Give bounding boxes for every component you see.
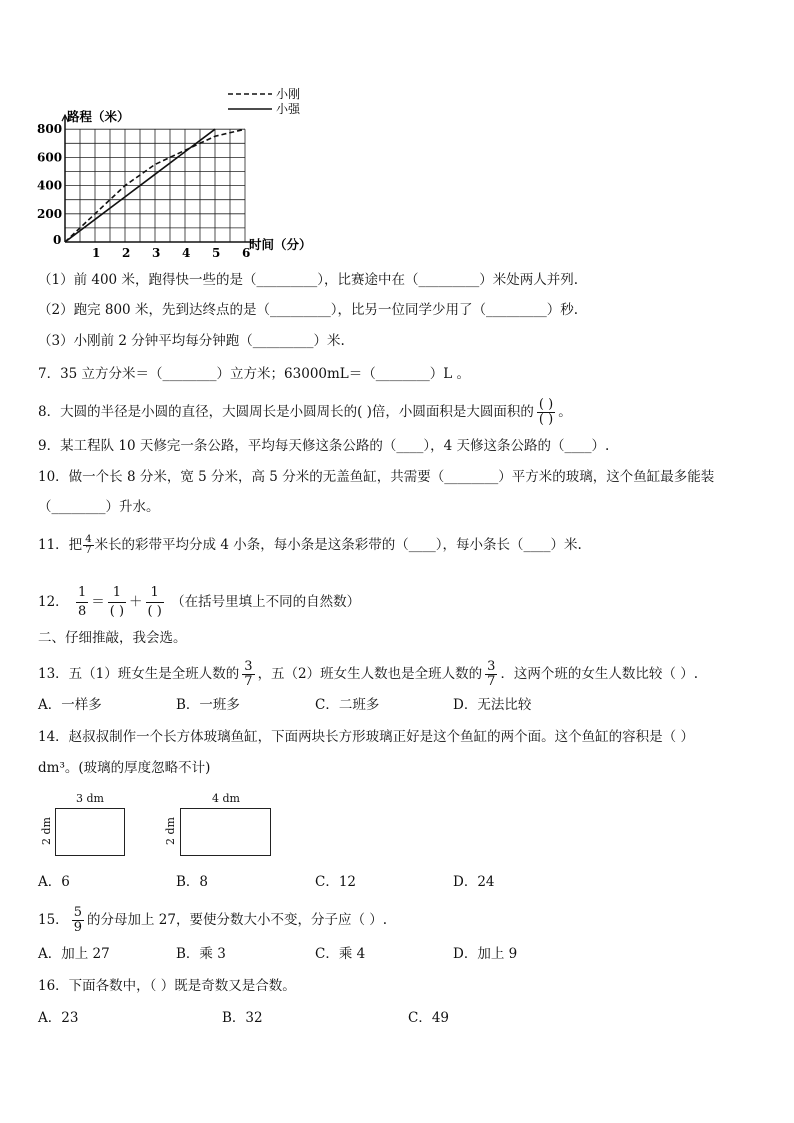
question-9: 9．某工程队 10 天修完一条公路，平均每天修这条公路的（____），4 天修这条公路的（____）. [38, 438, 610, 454]
question-6-3: （3）小刚前 2 分钟平均每分钟跑（_________）米. [38, 333, 345, 349]
rect1-side-label: 2 dm [40, 817, 53, 845]
rect2-top-label: 4 dm [212, 792, 240, 805]
question-10-line2: （________）升水。 [38, 499, 160, 515]
option-b[interactable]: B．一班多 [176, 697, 240, 713]
fraction: $\frac{( )}{( )}$ [538, 397, 554, 427]
x-tick-label: 5 [212, 246, 221, 260]
x-tick-label: 6 [242, 246, 251, 260]
fraction: $\frac{3}{7}$ [487, 659, 496, 689]
distance-time-chart [30, 85, 330, 260]
question-11: 11．把 $\frac{4}{7}$ 米长的彩带平均分成 4 小条，每小条是这条彩带的（____），每小条长（____）米. [38, 534, 582, 556]
question-10-line1: 10．做一个长 8 分米，宽 5 分米，高 5 分米的无盖鱼缸，共需要（________）平方米的玻璃，这个鱼缸最多能装 [38, 469, 715, 485]
option-b[interactable]: B．乘 3 [176, 946, 226, 962]
fraction: $\frac{5}{9}$ [73, 905, 82, 935]
y-tick-label: 800 [37, 122, 63, 137]
question-6-1: （1）前 400 米，跑得快一些的是（_________），比赛途中在（_________）米处两人并列. [38, 272, 578, 288]
rectangle-3x2 [55, 808, 125, 856]
fraction: $\frac{1}{8}$ [77, 585, 87, 619]
fraction: $\frac{4}{7}$ [85, 534, 92, 556]
option-a[interactable]: A．23 [38, 1010, 79, 1026]
option-a[interactable]: A．加上 27 [38, 946, 110, 962]
y-tick-label: 400 [37, 178, 63, 193]
legend-label: 小强 [276, 102, 301, 116]
rect2-side-label: 2 dm [164, 817, 177, 845]
option-d[interactable]: D．无法比较 [453, 697, 532, 713]
rect1-top-label: 3 dm [76, 792, 104, 805]
question-12: 12． $\frac{1}{8}$ ＝ $\frac{1}{( )}$ ＋ $\frac{1}{( )}$ （在括号里填上不同的自然数） [38, 585, 361, 619]
fraction: $\frac{1}{( )}$ [147, 585, 162, 619]
y-tick-label: 600 [37, 150, 63, 165]
option-d[interactable]: D．24 [453, 874, 495, 890]
option-a[interactable]: A．6 [38, 874, 70, 890]
y-tick-label: 200 [37, 206, 63, 221]
question-15: 15． $\frac{5}{9}$ 的分母加上 27，要使分数大小不变，分子应（ ）. [38, 905, 388, 935]
option-c[interactable]: C．12 [315, 874, 357, 890]
fraction: $\frac{1}{( )}$ [109, 585, 125, 619]
option-a[interactable]: A．一样多 [38, 697, 102, 713]
option-c[interactable]: C．49 [408, 1010, 450, 1026]
x-tick-label: 1 [92, 246, 101, 260]
option-c[interactable]: C．二班多 [315, 697, 380, 713]
origin-label: 0 [53, 233, 62, 247]
question-14-line1: 14．赵叔叔制作一个长方体玻璃鱼缸，下面两块长方形玻璃正好是这个鱼缸的两个面。这个鱼缸的容积是（ ） [38, 729, 694, 745]
x-tick-label: 4 [182, 246, 191, 260]
legend-label: 小刚 [276, 87, 301, 101]
question-13: 13．五（1）班女生是全班人数的 $\frac{3}{7}$ ，五（2）班女生人数也是全班人数的 $\frac{3}{7}$ ．这两个班的女生人数比较（ ）. [38, 659, 699, 689]
option-b[interactable]: B．32 [222, 1010, 263, 1026]
x-axis-label: 时间（分） [249, 237, 312, 252]
section-2-heading: 二、仔细推敲，我会选。 [38, 630, 187, 646]
x-tick-label: 3 [152, 246, 161, 260]
option-d[interactable]: D．加上 9 [453, 946, 518, 962]
x-tick-label: 2 [122, 246, 131, 260]
rectangle-4x2 [180, 808, 271, 856]
option-b[interactable]: B．8 [176, 874, 209, 890]
question-14-line2: dm³。(玻璃的厚度忽略不计) [38, 760, 211, 776]
question-16: 16．下面各数中，（ ）既是奇数又是合数。 [38, 978, 296, 994]
question-7: 7．35 立方分米＝（________）立方米；63000mL＝（________）L 。 [38, 366, 471, 382]
option-c[interactable]: C．乘 4 [315, 946, 366, 962]
y-axis-label: 路程（米） [67, 109, 130, 125]
question-8: 8．大圆的半径是小圆的直径，大圆周长是小圆周长的( )倍，小圆面积是大圆面积的 $\frac{( )}{( )}$ 。 [38, 397, 572, 427]
question-6-2: （2）跑完 800 米，先到达终点的是（_________），比另一位同学少用了（_________）秒. [38, 302, 578, 318]
fraction: $\frac{3}{7}$ [244, 659, 253, 689]
